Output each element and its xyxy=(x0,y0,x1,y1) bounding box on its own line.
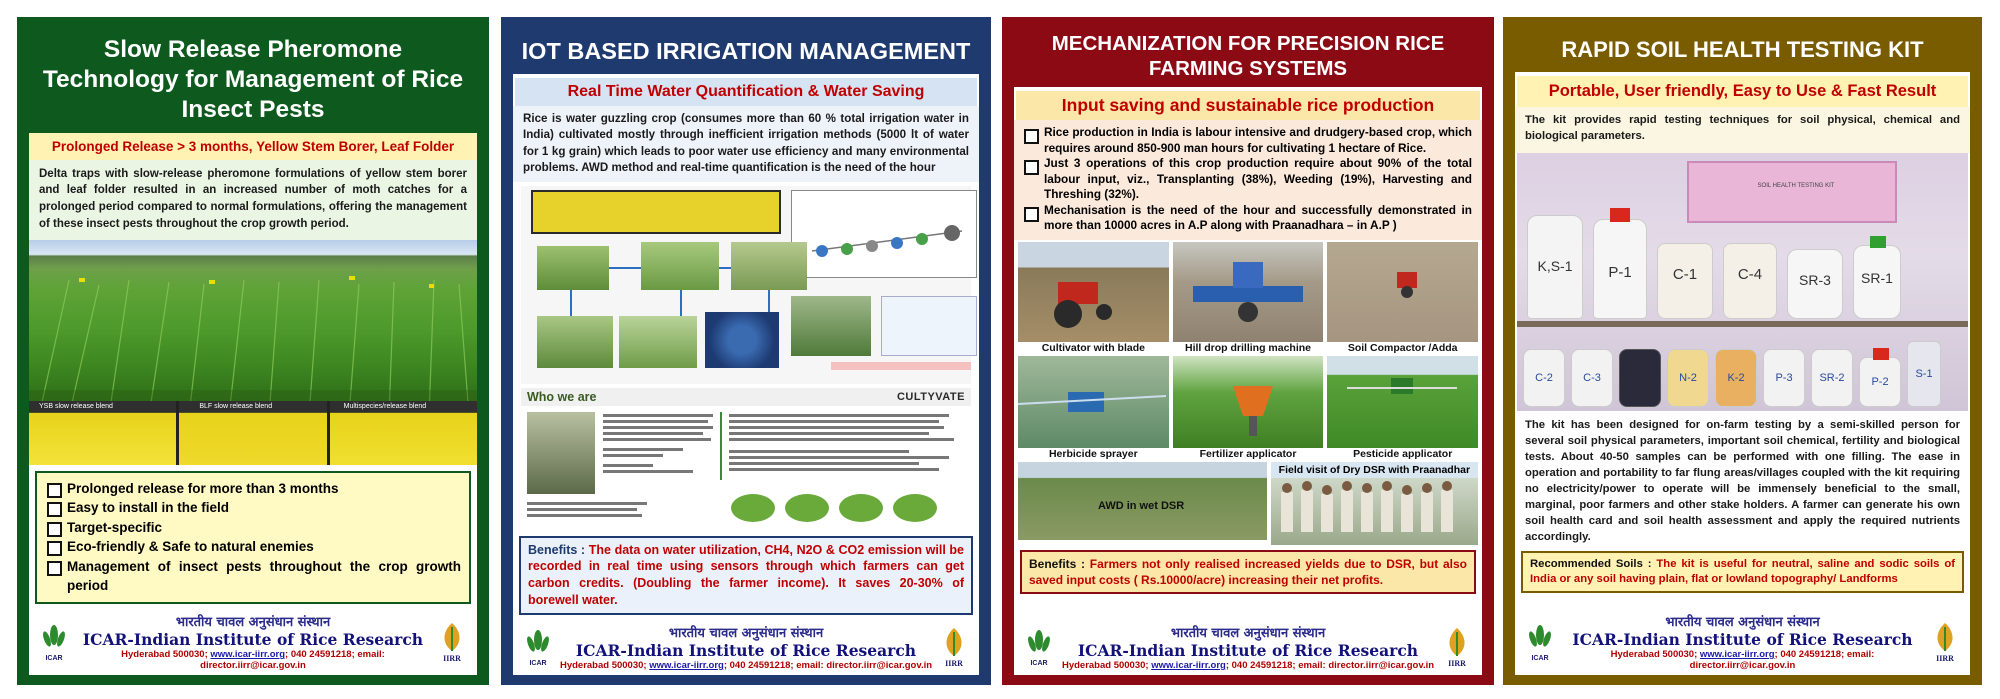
poster-subtitle: Real Time Water Quantification & Water Saving xyxy=(515,78,977,106)
poster-subtitle: Portable, User friendly, Easy to Use & Fast Result xyxy=(1517,76,1968,107)
benefits-text: The data on water utilization, CH4, N2O & CO2 emission will be recorded in real time using sensors through which farmers can get carbon credits. (Doubling the farmer income). It saves 20-30% of borewell water. xyxy=(528,542,964,608)
poster-pheromone xyxy=(17,17,489,685)
feature-item: Management of insect pests throughout the crop growth period xyxy=(45,557,461,596)
institute-hindi-name: भारतीय चावल अनुसंधान संस्थान xyxy=(175,615,331,630)
bottle-row-top xyxy=(1527,207,1967,319)
icar-logo xyxy=(1022,626,1056,668)
phone-number: ; 040 24591218; xyxy=(1225,660,1296,671)
recommended-soils-text: The kit is useful for neutral, saline and sodic soils of India or any soil having plain, flat or lowland topography/ Landforms xyxy=(1530,557,1955,586)
trap-label: YSB slow release blend xyxy=(39,402,113,410)
feature-item: Easy to install in the field xyxy=(45,498,461,518)
institute-hindi-name: भारतीय चावल अनुसंधान संस्थान xyxy=(1170,626,1326,641)
bottle-row-bottom xyxy=(1523,337,1968,407)
photo-caption: Fertilizer applicator xyxy=(1199,447,1297,460)
reagent-bottle xyxy=(1853,245,1901,319)
iirr-logo-text: IIRR xyxy=(1936,653,1954,663)
bottle-label: C-1 xyxy=(1672,265,1698,283)
rice-field-photo xyxy=(29,240,477,400)
field-visit-photo xyxy=(1271,478,1478,545)
bottle-label: K,S-1 xyxy=(1537,257,1573,274)
bottle-label: P-1 xyxy=(1608,263,1632,281)
cultyvate-brand: CULTYVATE xyxy=(896,390,965,403)
bottle-label: C-2 xyxy=(1535,371,1553,384)
machine-photo xyxy=(1018,356,1169,448)
poster-soil-kit xyxy=(1503,17,1982,685)
poster-description: Delta traps with slow-release pheromone formulations of yellow stem borer and leaf folder resulted in an increased number of moth catches for a prolonged period compared to normal formulations, offering the management of these insect pests throughout the crop growth period. xyxy=(29,160,477,241)
info-text-blocks xyxy=(521,410,979,540)
iirr-logo xyxy=(1928,621,1962,663)
institute-address xyxy=(555,660,937,671)
recommended-soils-label: Recommended Soils : xyxy=(1530,557,1652,570)
trap-label: Multispecies/release blend xyxy=(343,402,427,410)
reagent-bottle xyxy=(1763,349,1805,407)
poster-iot xyxy=(501,17,991,685)
phone-number: ; 040 24591218; xyxy=(723,660,794,671)
trap-label: BLF slow release blend xyxy=(199,402,273,410)
poster-title: MECHANIZATION FOR PRECISION RICE FARMING SYSTEMS xyxy=(1014,29,1482,91)
address-city: Hyderabad 500030; xyxy=(1061,660,1149,671)
bottle-label: C-3 xyxy=(1583,371,1601,384)
iirr-logo xyxy=(937,626,971,668)
kit-description: The kit has been designed for on-farm testing by a semi-skilled person for several soil physical parameters, important soil chemical, fertility and biological tests. About 40-50 samples can be performed with one filling. The ease in operation and portability to far flung areas/villages coupled with the kit requiring no electricity/power to operate will be immensely beneficial to the small, marginal, poor farmers and other stake holders. A farmer can generate his own soil health card and soil health assessment and apply the required nutrients accordingly. xyxy=(1515,411,1970,549)
reagent-bottle xyxy=(1787,249,1843,319)
institute-name: ICAR-Indian Institute of Rice Research xyxy=(1572,630,1913,649)
awd-label: AWD in wet DSR xyxy=(1098,499,1185,512)
trap-photo-ysb xyxy=(29,401,176,465)
kit-intro: The kit provides rapid testing techniques for soil physical, chemical and biological parameters. xyxy=(1515,107,1970,153)
poster-title: IOT BASED IRRIGATION MANAGEMENT xyxy=(513,29,979,78)
info-item: Mechanisation is the need of the hour and successfully demonstrated in more than 10000 acres in A.P along with Praanadhara – in A.P ) xyxy=(1022,203,1472,234)
photo-caption: Herbicide sprayer xyxy=(1048,447,1138,460)
info-item: Just 3 operations of this crop production require about 90% of the total labour input, viz., Transplanting (38%), Weeding (19%), Harvesting and Threshing (32%). xyxy=(1022,156,1472,203)
bottle-label: S-1 xyxy=(1915,367,1933,380)
poster-title: Slow Release Pheromone Technology for Management of Rice Insect Pests xyxy=(29,29,477,133)
reagent-bottle xyxy=(1907,341,1941,407)
info-item: Rice production in India is labour intensive and drudgery-based crop, which requires around 850-900 man hours for cultivating 1 hectare of Rice. xyxy=(1022,125,1472,156)
machine-photo xyxy=(1327,242,1478,342)
institute-hindi-name: भारतीय चावल अनुसंधान संस्थान xyxy=(668,626,824,641)
address-city: Hyderabad 500030; xyxy=(121,649,208,660)
feature-list xyxy=(35,471,471,604)
reagent-bottle xyxy=(1593,219,1647,319)
bottle-label: SR-2 xyxy=(1819,371,1845,384)
benefits-label: Benefits : xyxy=(1029,556,1086,571)
email-address[interactable]: email: director.iirr@icar.gov.in xyxy=(1689,649,1875,671)
poster-subtitle: Prolonged Release > 3 months, Yellow Stem Borer, Leaf Folder xyxy=(29,133,477,160)
reagent-bottle xyxy=(1859,357,1901,407)
who-we-are-section xyxy=(521,388,971,536)
iirr-logo-text: IIRR xyxy=(1448,659,1466,668)
institute-address xyxy=(1557,649,1928,671)
iirr-logo-text: IIRR xyxy=(945,659,963,668)
benefits-label: Benefits : xyxy=(528,542,586,557)
bottle-label: C-4 xyxy=(1737,265,1763,283)
benefits-box xyxy=(1020,550,1476,594)
institute-footer xyxy=(1515,608,1970,675)
icar-logo xyxy=(37,621,71,663)
reagent-bottle xyxy=(1619,349,1661,407)
shelf xyxy=(1517,321,1968,327)
reagent-bottle xyxy=(1811,349,1853,407)
icar-logo-text: ICAR xyxy=(529,660,547,667)
icar-logo-text: ICAR xyxy=(1531,654,1549,662)
machine-photo xyxy=(1018,242,1169,342)
benefits-text: Farmers not only realised increased yields due to DSR, but also saved input costs ( Rs.10000/acre) increasing their net profits. xyxy=(1029,556,1467,588)
reagent-bottle xyxy=(1523,349,1565,407)
institute-footer xyxy=(29,608,477,675)
bottle-label: SR-1 xyxy=(1861,269,1893,286)
institute-address xyxy=(71,649,435,671)
machine-photo xyxy=(1327,356,1478,448)
bottle-label: P-2 xyxy=(1871,375,1889,388)
machine-photo xyxy=(1173,242,1324,342)
poster-title: RAPID SOIL HEALTH TESTING KIT xyxy=(1515,29,1970,76)
institute-name: ICAR-Indian Institute of Rice Research xyxy=(82,630,424,649)
email-address[interactable]: email: director.iirr@icar.gov.in xyxy=(200,649,385,671)
icar-logo-text: ICAR xyxy=(1030,660,1048,667)
poster-description: Rice is water guzzling crop (consumes more than 60 % total irrigation water in India) cultivated mostly through inefficient irrigation methods (5000 lt of water for 1 kg grain) which leads to poor water use efficiency and many environmental problems. AWD method and real-time quantification is the need of the hour xyxy=(513,106,979,183)
institute-hindi-name: भारतीय चावल अनुसंधान संस्थान xyxy=(1665,615,1820,630)
bottle-label: SR-3 xyxy=(1799,271,1831,288)
website-link[interactable]: www.icar-iirr.org xyxy=(1151,660,1226,671)
address-city: Hyderabad 500030; xyxy=(1610,649,1698,660)
website-link[interactable]: www.icar-iirr.org xyxy=(649,660,724,671)
machine-photo-grid xyxy=(1014,240,1482,545)
institute-footer xyxy=(1014,619,1482,675)
photo-caption: Soil Compactor /Adda xyxy=(1347,341,1458,354)
kit-box-label: SOIL HEALTH TESTING KIT xyxy=(1757,182,1835,189)
machine-photo xyxy=(1173,356,1324,448)
poster-mechanization xyxy=(1002,17,1494,685)
bottle-label: P-3 xyxy=(1775,371,1793,384)
iirr-logo xyxy=(1440,626,1474,668)
rice-field-illustration xyxy=(29,240,477,400)
bottle-label: N-2 xyxy=(1679,371,1697,384)
reagent-bottle xyxy=(1667,349,1709,407)
awd-photo xyxy=(1018,462,1267,540)
institute-footer xyxy=(513,619,979,675)
feature-item: Prolonged release for more than 3 months xyxy=(45,479,461,499)
feature-item: Target-specific xyxy=(45,518,461,538)
reagent-bottle xyxy=(1571,349,1613,407)
phone-number: ; 040 24591218; xyxy=(285,649,355,660)
soil-kit-photo xyxy=(1517,153,1968,411)
phone-number: ; 040 24591218; xyxy=(1774,649,1845,660)
email-address[interactable]: email: director.iirr@icar.gov.in xyxy=(1298,660,1435,671)
connector-lines xyxy=(521,186,979,386)
feature-item: Eco-friendly & Safe to natural enemies xyxy=(45,537,461,557)
institute-name: ICAR-Indian Institute of Rice Research xyxy=(575,641,917,660)
benefits-box xyxy=(519,536,973,616)
website-link[interactable]: www.icar-iirr.org xyxy=(1699,649,1775,660)
reagent-bottle xyxy=(1715,349,1757,407)
iirr-logo xyxy=(435,621,469,663)
institute-name: ICAR-Indian Institute of Rice Research xyxy=(1077,641,1419,660)
trap-photos xyxy=(29,401,477,465)
icar-logo xyxy=(1523,621,1557,663)
recommended-soils-box xyxy=(1521,551,1964,594)
info-list xyxy=(1014,120,1482,240)
field-visit-label: Field visit of Dry DSR with Praanadhar xyxy=(1271,462,1478,478)
icar-logo-text: ICAR xyxy=(45,654,63,662)
reagent-bottle xyxy=(1657,243,1713,319)
iirr-logo-text: IIRR xyxy=(443,653,461,663)
who-we-are-heading: Who we are xyxy=(527,389,597,404)
photo-caption: Pesticide applicator xyxy=(1353,447,1453,460)
address-city: Hyderabad 500030; xyxy=(559,660,647,671)
trap-photo-multi xyxy=(330,401,477,465)
website-link[interactable]: www.icar-iirr.org xyxy=(210,649,286,660)
trap-photo-blf xyxy=(179,401,326,465)
reagent-bottle xyxy=(1723,243,1777,319)
iot-infographic xyxy=(521,186,971,383)
icar-logo xyxy=(521,626,555,668)
photo-caption: Cultivator with blade xyxy=(1041,341,1145,354)
email-address[interactable]: email: director.iirr@icar.gov.in xyxy=(796,660,933,671)
photo-caption: Hill drop drilling machine xyxy=(1185,341,1312,354)
poster-subtitle: Input saving and sustainable rice production xyxy=(1016,91,1480,120)
bottle-label: K-2 xyxy=(1727,371,1745,384)
reagent-bottle xyxy=(1527,215,1583,319)
institute-address xyxy=(1056,660,1440,671)
